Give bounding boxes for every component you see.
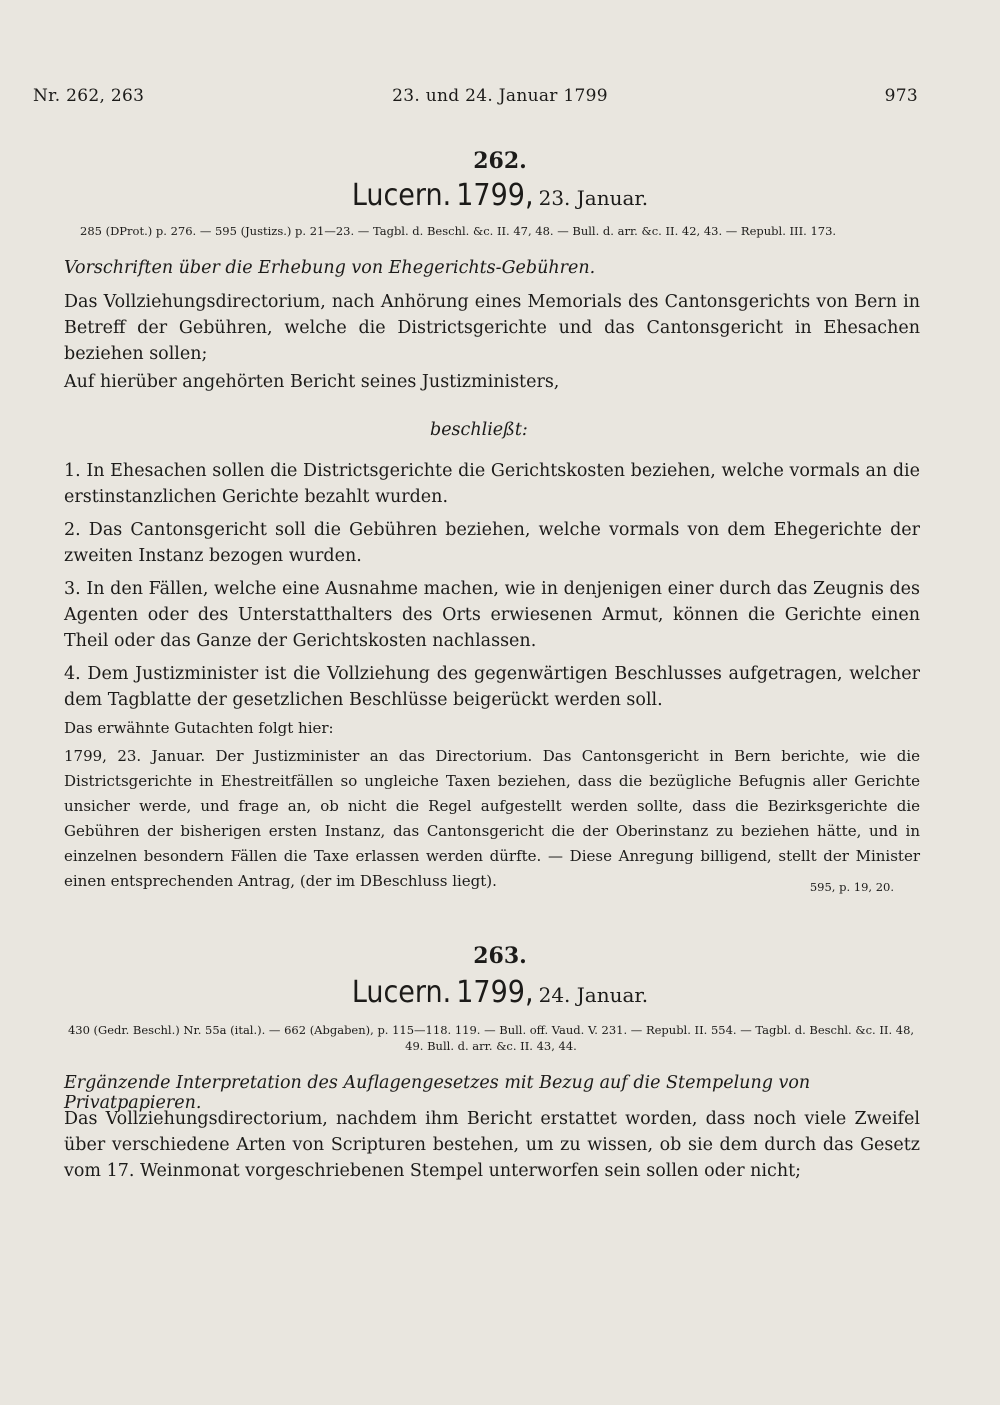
opinion-text: 1799, 23. Januar. Der Justizminister an das Directorium. Das Cantonsgericht in Bern berichte, wie die Districtsgerichte in Ehestreitfällen so ungleiche Taxen beziehen, dass die bezügliche Befugnis aller Gerichte unsicher werde, und frage an, ob nicht die Regel aufgestellt werden sollte, dass die Bezirksgerichte die Gebühren der bisherigen ersten Instanz, das Cantonsgericht die der Oberinstanz zu beziehen hätte, und in einzelnen besondern Fällen die Taxe erlassen werden dürfte. — Diese Anregung billigend, stellt der Minister einen entsprechenden Antrag, (der im DBeschluss liegt). (64, 747, 920, 890)
article-3: 3. In den Fällen, welche eine Ausnahme machen, wie in denjenigen einer durch das Zeugnis des Agenten oder des Unterstatthalters des Orts erwiesenen Armut, können die Gerichte einen Theil oder das Ganze der Gerichtskosten nachlassen. (64, 579, 920, 651)
doc-place: Lucern. (351, 178, 452, 213)
page-number: 973 (884, 86, 918, 106)
doc-number-263: 263. (473, 943, 527, 969)
page-header-date: 23. und 24. Januar 1799 (392, 86, 608, 106)
doc-year: 1799, (456, 178, 534, 213)
opinion-reference: 595, p. 19, 20. (809, 880, 894, 894)
doc-intro-262: Das Vollziehungsdirectorium, nach Anhörung eines Memorials des Cantonsgerichts von Bern in Betreff der Gebühren, welche die Districtsgerichte und das Cantonsgericht in Ehesachen beziehen sollen; (64, 292, 920, 364)
doc-resolves-262: beschließt: (430, 420, 528, 440)
doc-date: 23. Januar. (538, 186, 649, 210)
doc-number-262: 262. (473, 148, 527, 174)
opinion-intro: Das erwähnte Gutachten folgt hier: (64, 719, 334, 737)
article-2: 2. Das Cantonsgericht soll die Gebühren beziehen, welche vormals von dem Ehegerichte der zweiten Instanz bezogen wurden. (64, 520, 920, 566)
doc-references-262: 285 (DProt.) p. 276. — 595 (Justizs.) p. 21—23. — Tagbl. d. Beschl. &c. II. 47, 48. — Bull. d. arr. &c. II. 42, 43. — Republ. III. 173. (80, 224, 837, 238)
doc-place: Lucern. (351, 975, 452, 1010)
doc-title-262 (0, 178, 1000, 213)
doc-heading-262: Vorschriften über die Erhebung von Ehegerichts-Gebühren. (64, 258, 596, 278)
doc-year: 1799, (456, 975, 534, 1010)
doc-intro-263: Das Vollziehungsdirectorium, nachdem ihm Bericht erstattet worden, dass noch viele Zweifel über verschiedene Arten von Scripturen bestehen, um zu wissen, ob sie dem durch das Gesetz vom 17. Weinmonat vorgeschriebenen Stempel unterworfen sein sollen oder nicht; (64, 1109, 920, 1181)
doc-references-263: 430 (Gedr. Beschl.) Nr. 55a (ital.). — 662 (Abgaben), p. 115—118. 119. — Bull. off. Vaud. V. 231. — Republ. II. 554. — Tagbl. d. Beschl. &c. II. 48, 49. Bull. d. arr. &c. II. 43, 44. (67, 1023, 915, 1053)
doc-title-263 (0, 975, 1000, 1010)
doc-heading-263: Ergänzende Interpretation des Auflagengesetzes mit Bezug auf die Stempelung von Privatpapieren. (64, 1073, 811, 1113)
doc-report-262: Auf hierüber angehörten Bericht seines Justizministers, (64, 372, 560, 392)
article-4: 4. Dem Justizminister ist die Vollziehung des gegenwärtigen Beschlusses aufgetragen, welcher dem Tagblatte der gesetzlichen Beschlüsse beigerückt werden soll. (64, 664, 920, 710)
doc-date: 24. Januar. (538, 983, 649, 1007)
article-1: 1. In Ehesachen sollen die Districtsgerichte die Gerichtskosten beziehen, welche vormals an die erstinstanzlichen Gerichte bezahlt wurden. (64, 461, 920, 507)
page-header-numbers: Nr. 262, 263 (33, 86, 145, 106)
